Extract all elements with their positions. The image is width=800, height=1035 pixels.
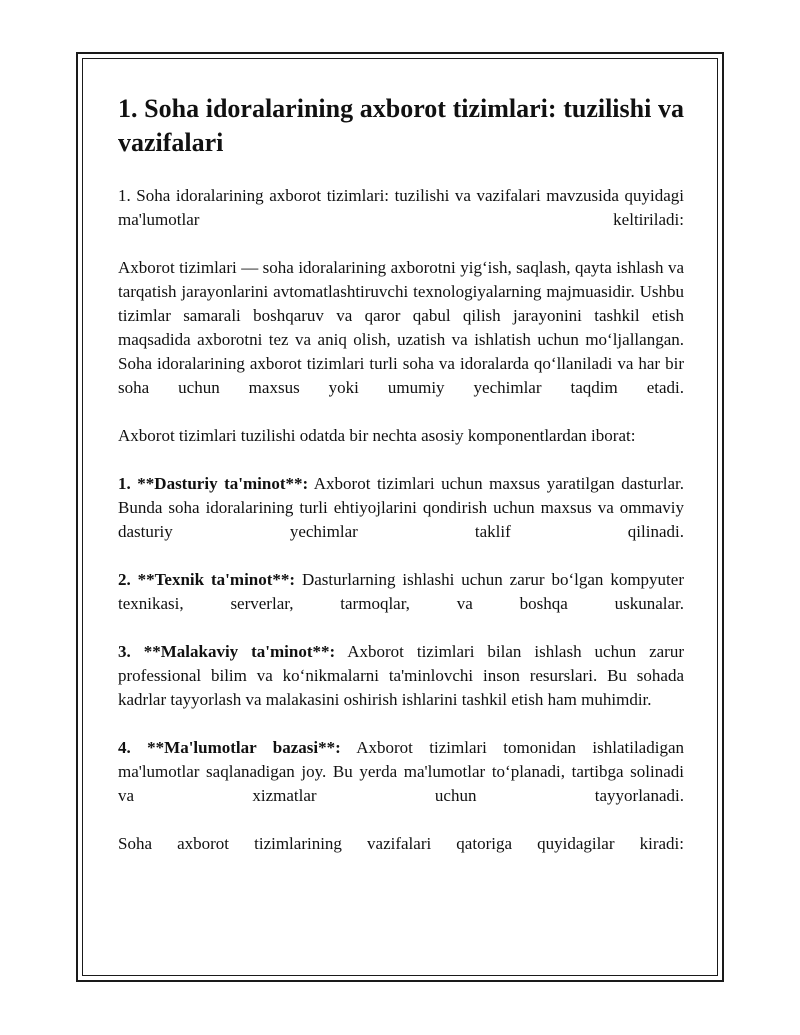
component-term: 3. **Malakaviy ta'minot**: (118, 642, 336, 661)
component-text: Axborot tizimlari tomonidan ishlatiladigan ma'lumotlar saqlanadigan joy. Bu yerda ma'lumotlar to‘planadi, tartibga solinadi va xizmatlar uchun tayyorlanadi. (118, 738, 684, 805)
component-term: 2. **Texnik ta'minot**: (118, 570, 296, 589)
component-text: Axborot tizimlari bilan ishlash uchun zarur professional bilim va ko‘nikmalarni ta'minlovchi inson resurslari. Bu sohada kadrlar tayyorlash va malakasini oshirish ishlarini tashkil etish ham muhimdir. (118, 642, 684, 709)
component-item-4 (118, 736, 684, 808)
component-item-3 (118, 640, 684, 712)
component-item-1 (118, 472, 684, 544)
component-text: Dasturlarning ishlashi uchun zarur bo‘lgan kompyuter texnikasi, serverlar, tarmoqlar, va boshqa uskunalar. (118, 570, 684, 613)
component-item-2 (118, 568, 684, 616)
definition-paragraph: Axborot tizimlari — soha idoralarining axborotni yig‘ish, saqlash, qayta ishlash va tarqatish jarayonlarini avtomatlashtiruvchi texnologiyalarning majmuasidir. Ushbu tizimlar samarali boshqaruv va qaror qabul qilish jarayonini tashkil etish maqsadida axborotni tez va aniq olish, uzatish va ishlatish uchun mo‘ljallangan. Soha idoralarining axborot tizimlari turli soha va idoralarda qo‘llaniladi va har bir soha uchun maxsus yoki umumiy yechimlar taqdim etadi. (118, 258, 684, 397)
document-body (118, 92, 684, 880)
document-title: 1. Soha idoralarining axborot tizimlari: tuzilishi va vazifalari (118, 94, 684, 157)
intro-paragraph: 1. Soha idoralarining axborot tizimlari: tuzilishi va vazifalari mavzusida quyidagi ma'lumotlar keltiriladi: (118, 186, 684, 229)
functions-paragraph: Soha axborot tizimlarining vazifalari qatoriga quyidagilar kiradi: (118, 834, 684, 853)
component-text: Axborot tizimlari uchun maxsus yaratilgan dasturlar. Bunda soha idoralarining turli ehtiyojlarini qondirish uchun maxsus va ommaviy dasturiy yechimlar taklif qilinadi. (118, 474, 684, 541)
component-term: 4. **Ma'lumotlar bazasi**: (118, 738, 341, 757)
structure-paragraph: Axborot tizimlari tuzilishi odatda bir nechta asosiy komponentlardan iborat: (118, 426, 636, 445)
component-term: 1. **Dasturiy ta'minot**: (118, 474, 309, 493)
